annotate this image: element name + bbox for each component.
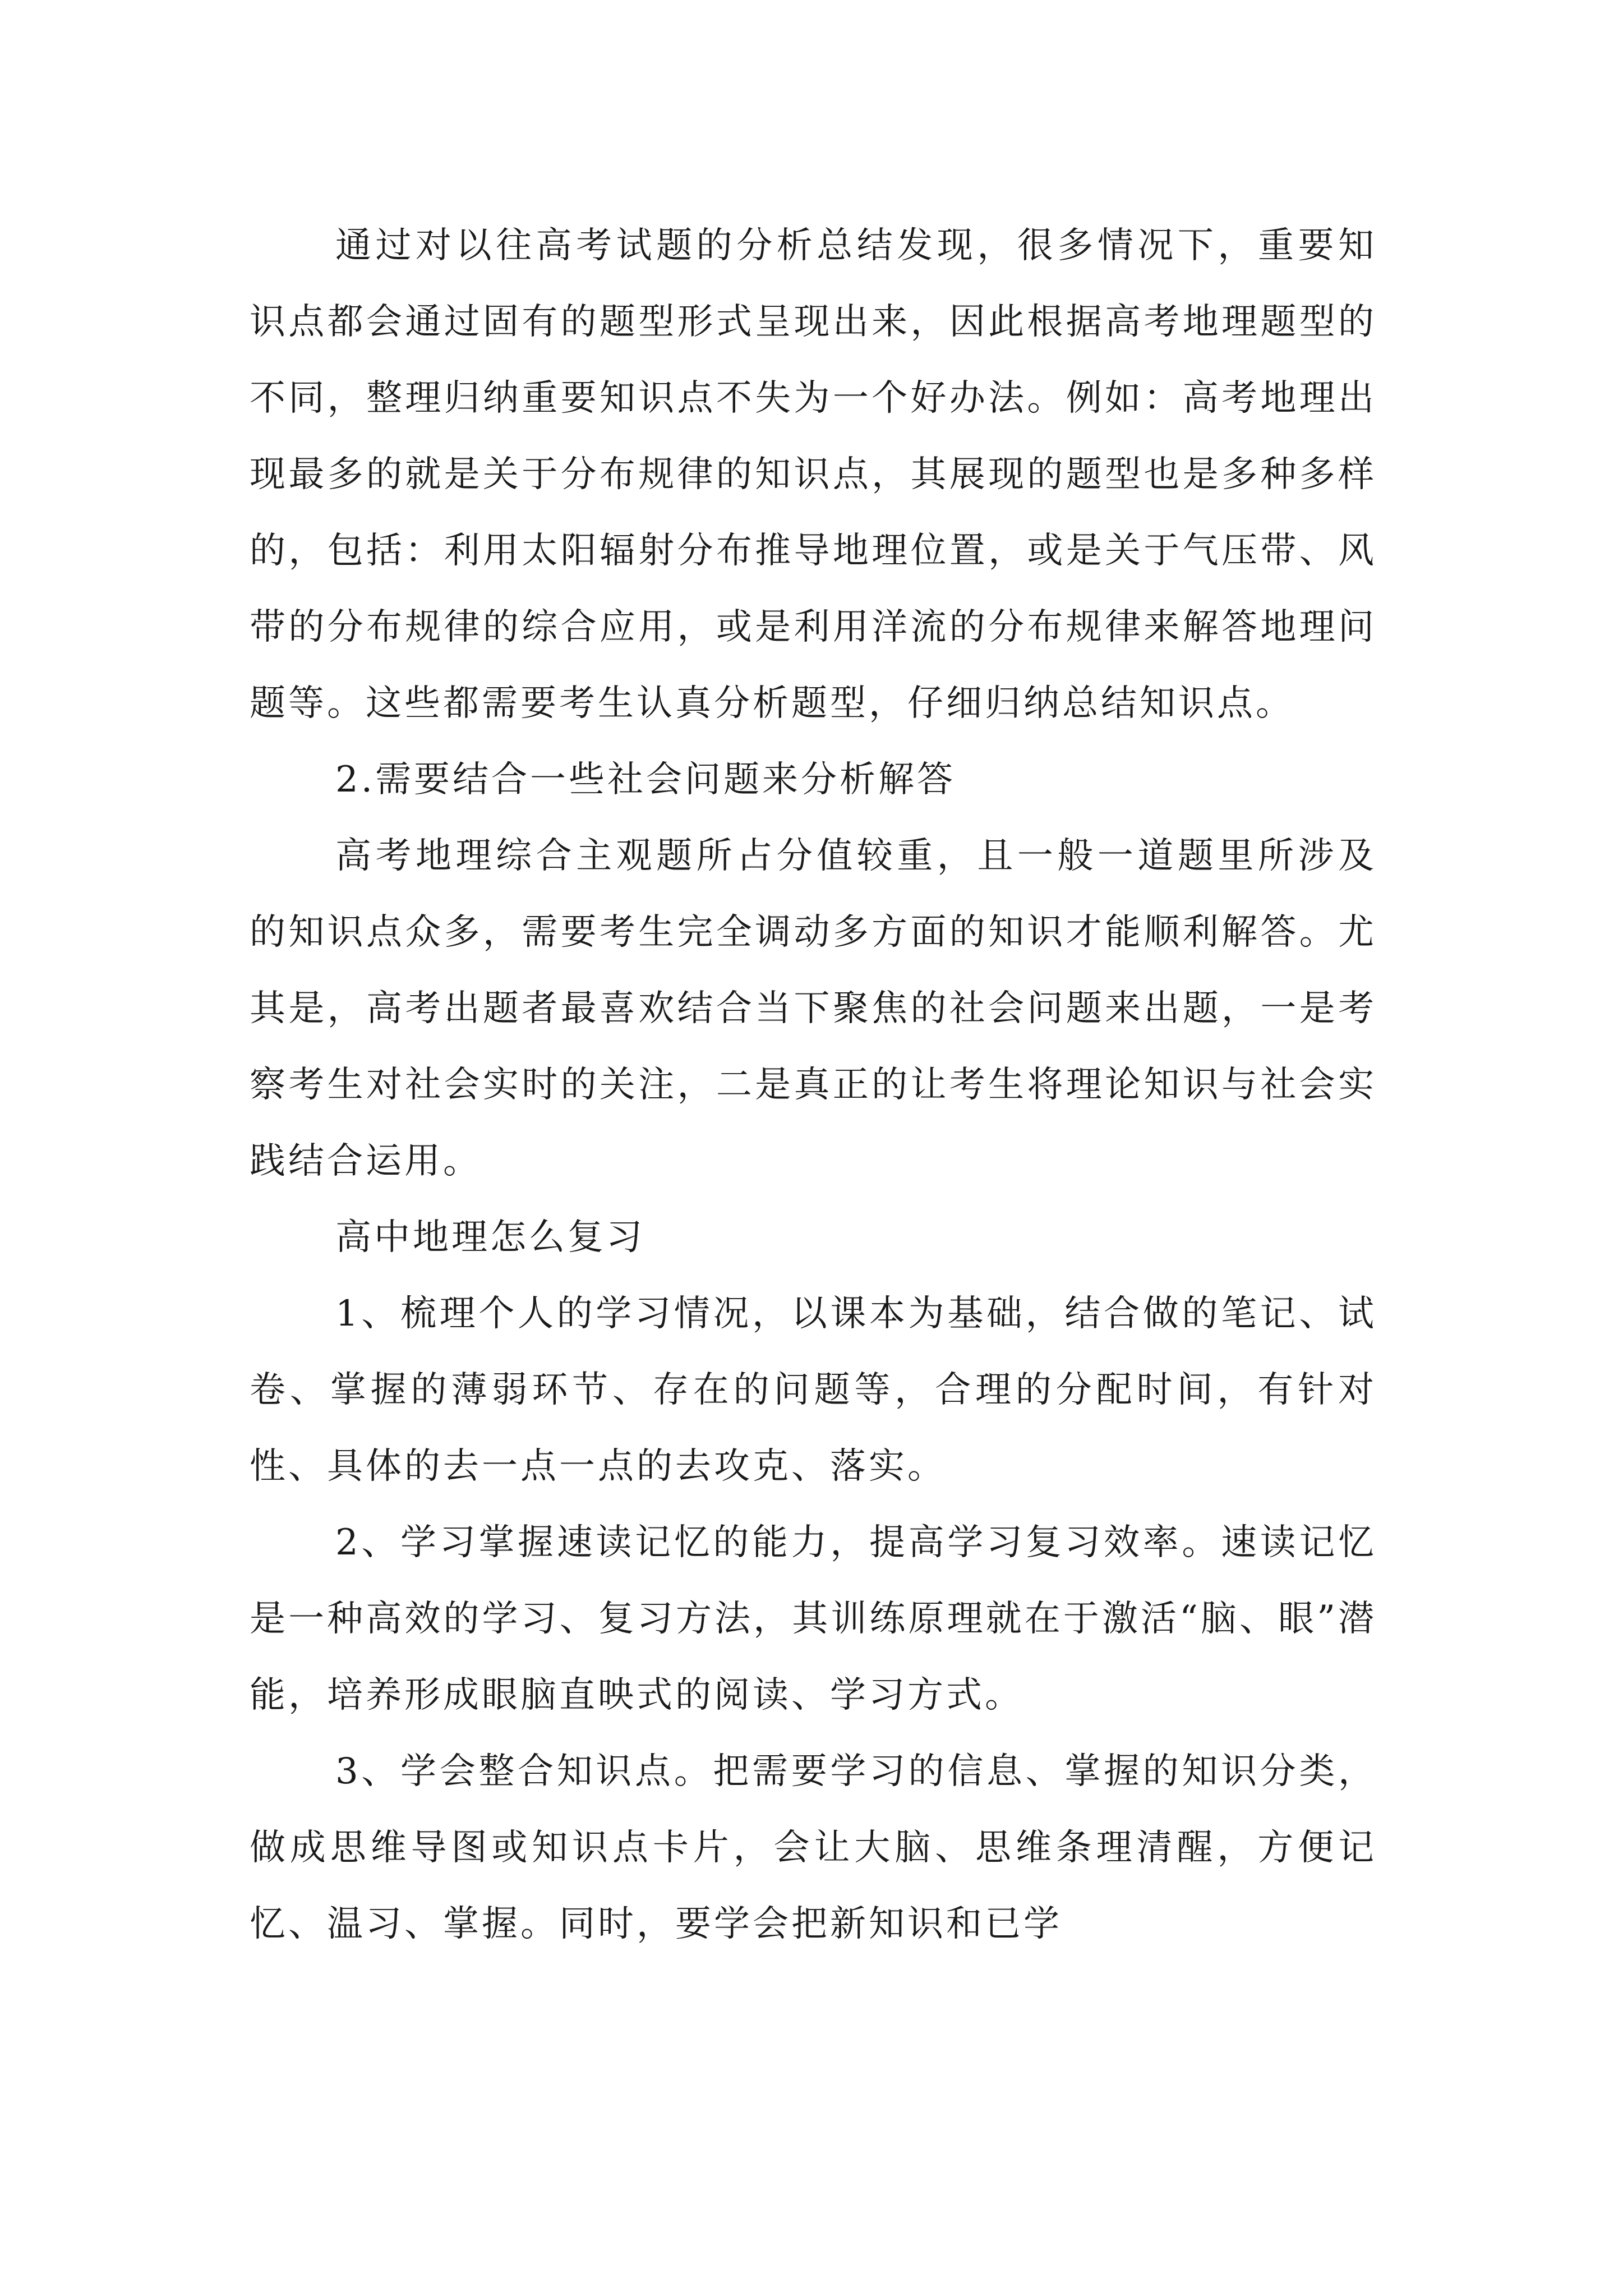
document-body (250, 208, 1377, 1962)
paragraph-exam-analysis: 通过对以往高考试题的分析总结发现，很多情况下，重要知识点都会通过固有的题型形式呈现出来，因此根据高考地理题型的不同，整理归纳重要知识点不失为一个好办法。例如：高考地理出现最多的就是关于分布规律的知识点，其展现的题型也是多种多样的，包括：利用太阳辐射分布推导地理位置，或是关于气压带、风带的分布规律的综合应用，或是利用洋流的分布规律来解答地理问题等。这些都需要考生认真分析题型，仔细归纳总结知识点。 (250, 225, 1377, 724)
paragraph-review-step-1: 1、梳理个人的学习情况，以课本为基础，结合做的笔记、试卷、掌握的薄弱环节、存在的问题等，合理的分配时间，有针对性、具体的去一点一点的去攻克、落实。 (250, 1293, 1377, 1487)
paragraph-review-step-3: 3、学会整合知识点。把需要学习的信息、掌握的知识分类，做成思维导图或知识点卡片，会让大脑、思维条理清醒，方便记忆、温习、掌握。同时，要学会把新知识和已学 (250, 1751, 1377, 1945)
section-heading-social-issues: 2.需要结合一些社会问题来分析解答 (335, 759, 956, 800)
paragraph-review-step-2: 2、学习掌握速读记忆的能力，提高学习复习效率。速读记忆是一种高效的学习、复习方法，其训练原理就在于激活“脑、眼”潜能，培养形成眼脑直映式的阅读、学习方式。 (250, 1522, 1377, 1716)
section-heading-review-methods: 高中地理怎么复习 (335, 1217, 645, 1258)
paragraph-social-issues: 高考地理综合主观题所占分值较重，且一般一道题里所涉及的知识点众多，需要考生完全调动多方面的知识才能顺利解答。尤其是，高考出题者最喜欢结合当下聚焦的社会问题来出题，一是考察考生对社会实时的关注，二是真正的让考生将理论知识与社会实践结合运用。 (250, 835, 1377, 1182)
